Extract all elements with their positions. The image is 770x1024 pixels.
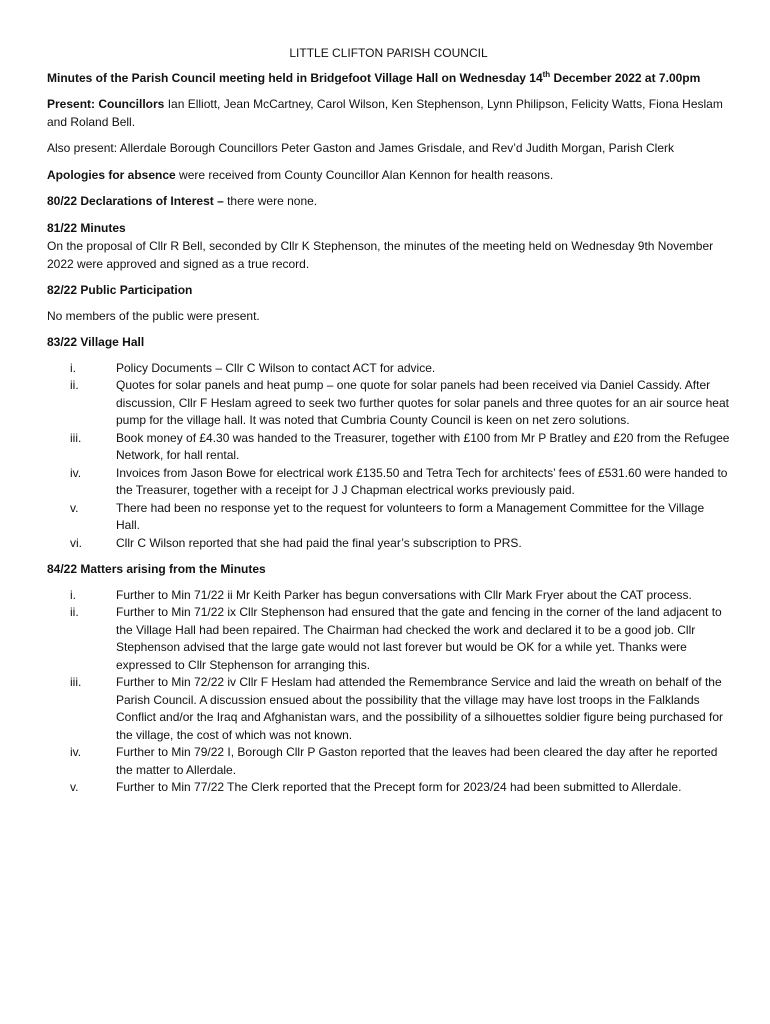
declarations-paragraph xyxy=(47,193,730,211)
present-label: Present: Councillors xyxy=(47,97,165,111)
public-participation-text: No members of the public were present. xyxy=(47,308,260,323)
list-item-text: Further to Min 77/22 The Clerk reported that the Precept form for 2023/24 had been submitted to Allerdale. xyxy=(116,780,682,794)
list-item-number: iv. xyxy=(70,465,82,480)
list-item-number: iv. xyxy=(70,745,82,759)
list-item xyxy=(47,377,730,430)
minutes-text: On the proposal of Cllr R Bell, seconded by Cllr K Stephenson, the minutes of the meeting held on Wednesday 9th November 2022 were approved and signed as a true record. xyxy=(47,239,714,271)
list-item xyxy=(47,535,730,553)
list-item-number: ii. xyxy=(70,605,79,619)
list-item xyxy=(47,430,730,465)
matters-arising-heading: 84/22 Matters arising from the Minutes xyxy=(47,562,266,576)
declarations-text: there were none. xyxy=(223,194,318,208)
minutes-heading: 81/22 Minutes xyxy=(47,220,126,235)
present-paragraph xyxy=(47,96,730,131)
list-item xyxy=(47,674,730,744)
list-item-number: vi. xyxy=(70,535,82,550)
village-hall-heading: 83/22 Village Hall xyxy=(47,335,145,349)
list-item-number: ii. xyxy=(70,378,79,392)
apologies-label: Apologies for absence xyxy=(47,167,176,182)
list-item xyxy=(47,360,730,378)
list-item xyxy=(47,465,730,500)
meeting-heading xyxy=(47,70,730,88)
matters-arising-list xyxy=(47,587,730,797)
declarations-label: 80/22 Declarations of Interest – xyxy=(47,194,224,208)
list-item-text: Policy Documents – Cllr C Wilson to contact ACT for advice. xyxy=(116,360,436,375)
list-item-text: Invoices from Jason Bowe for electrical work £135.50 and Tetra Tech for architects’ fees of £531.60 were handed to the Treasurer, together with a receipt for J J Chapman electrical works previously paid. xyxy=(116,465,728,497)
apologies-paragraph xyxy=(47,167,730,185)
council-title: LITTLE CLIFTON PARISH COUNCIL xyxy=(289,46,488,60)
village-hall-list xyxy=(47,360,730,553)
list-item-text: There had been no response yet to the request for volunteers to form a Management Committee for the Village Hall. xyxy=(116,500,705,532)
list-item-text: Book money of £4.30 was handed to the Treasurer, together with £100 from Mr P Bratley and £20 from the Refugee Network, for hall rental. xyxy=(116,430,730,462)
list-item-text: Further to Min 71/22 ii Mr Keith Parker has begun conversations with Cllr Mark Fryer about the CAT process. xyxy=(116,587,692,602)
list-item-number: iii. xyxy=(70,675,82,689)
list-item-text: Further to Min 71/22 ix Cllr Stephenson had ensured that the gate and fencing in the corner of the land adjacent to the Village Hall had been repaired. The Chairman had checked the work and declared it to be a good job. Cllr Stephenson advised that the large gate would not last forever but would be OK for a while yet. Thanks were expressed to Cllr Stephenson for arranging this. xyxy=(116,605,722,672)
list-item xyxy=(47,779,730,797)
list-item-number: i. xyxy=(70,360,76,375)
list-item-number: v. xyxy=(70,780,79,794)
list-item-number: i. xyxy=(70,587,76,602)
meeting-heading-suffix: December 2022 at 7.00pm xyxy=(550,70,701,85)
list-item xyxy=(47,604,730,674)
present-text: Ian Elliott, Jean McCartney, Carol Wilson, Ken Stephenson, Lynn Philipson, Felicity Watts, Fiona Heslam and Roland Bell. xyxy=(47,97,723,129)
list-item xyxy=(47,587,730,605)
list-item-number: v. xyxy=(70,500,79,515)
list-item-text: Further to Min 79/22 I, Borough Cllr P Gaston reported that the leaves had been cleared the day after he reported the matter to Allerdale. xyxy=(116,745,718,777)
meeting-heading-prefix: Minutes of the Parish Council meeting held in Bridgefoot Village Hall on Wednesday 14 xyxy=(47,70,543,85)
list-item-text: Quotes for solar panels and heat pump – one quote for solar panels had been received via Daniel Cassidy. After discussion, Cllr F Heslam agreed to seek two further quotes for solar panels and three quotes for an air source heat pump for the village hall. It was noted that Cumbria County Council is keen on net zero solutions. xyxy=(116,378,729,427)
list-item-number: iii. xyxy=(70,430,82,445)
list-item-text: Further to Min 72/22 iv Cllr F Heslam had attended the Remembrance Service and laid the wreath on behalf of the Parish Council. A discussion ensued about the possibility that the village may have lost troops in the Falklands Conflict and/or the Iraq and Afghanistan wars, and the possibility of a silhouettes soldier figure being purchased for the village, the cost of which was not known. xyxy=(116,675,724,742)
also-present-paragraph: Also present: Allerdale Borough Councillors Peter Gaston and James Grisdale, and Rev’d Judith Morgan, Parish Clerk xyxy=(47,141,674,155)
public-participation-heading: 82/22 Public Participation xyxy=(47,283,193,297)
apologies-text: were received from County Councillor Alan Kennon for health reasons. xyxy=(175,167,554,182)
meeting-heading-sup: th xyxy=(542,69,551,79)
list-item-text: Cllr C Wilson reported that she had paid the final year’s subscription to PRS. xyxy=(116,535,522,550)
list-item xyxy=(47,500,730,535)
list-item xyxy=(47,744,730,779)
